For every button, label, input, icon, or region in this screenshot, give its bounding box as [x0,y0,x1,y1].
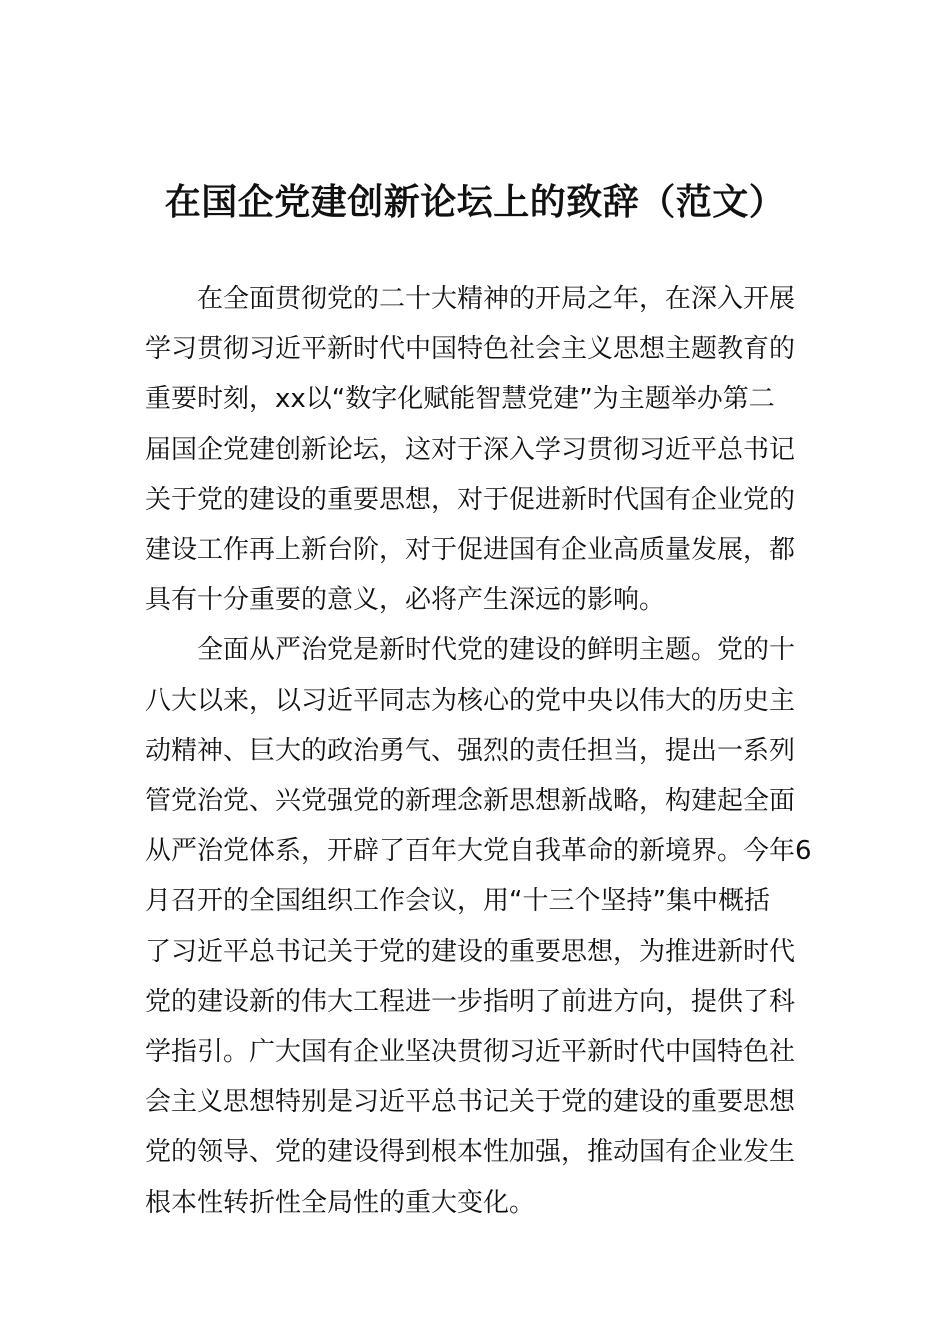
paragraph-line: 届国企党建创新论坛，这对于深入学习贯彻习近平总书记 [145,434,796,465]
paragraph-line: 了习近平总书记关于党的建设的重要思想，为推进新时代 [145,936,796,967]
document-body [145,274,812,1228]
paragraph-line: 从严治党体系，开辟了百年大党自我革命的新境界。今年6 [145,836,812,867]
paragraph-line: 关于党的建设的重要思想，对于促进新时代国有企业党的 [145,484,796,515]
paragraph-line: 全面从严治党是新时代党的建设的鲜明主题。党的十 [197,635,796,666]
paragraph-2 [145,625,812,1227]
paragraph-1 [145,274,807,625]
paragraph-line: 月召开的全国组织工作会议，用“十三个坚持”集中概括 [145,886,770,917]
document-title: 在国企党建创新论坛上的致辞（范文） [164,182,786,223]
paragraph-line: 管党治党、兴党强党的新理念新思想新战略，构建起全面 [145,786,796,817]
paragraph-line: 会主义思想特别是习近平总书记关于党的建设的重要思想 [145,1087,796,1118]
paragraph-line: 具有十分重要的意义，必将产生深远的影响。 [145,585,666,616]
paragraph-line: 重要时刻，xx以“数字化赋能智慧党建”为主题举办第二 [145,384,775,415]
paragraph-line: 学指引。广大国有企业坚决贯彻习近平新时代中国特色社 [145,1037,796,1068]
paragraph-line: 党的建设新的伟大工程进一步指明了前进方向，提供了科 [145,986,796,1017]
paragraph-line: 学习贯彻习近平新时代中国特色社会主义思想主题教育的 [145,334,796,365]
paragraph-line: 八大以来，以习近平同志为核心的党中央以伟大的历史主 [145,685,796,716]
paragraph-line: 在全面贯彻党的二十大精神的开局之年，在深入开展 [197,284,796,314]
paragraph-line: 建设工作再上新台阶，对于促进国有企业高质量发展，都 [145,535,796,566]
paragraph-line: 党的领导、党的建设得到根本性加强，推动国有企业发生 [145,1137,796,1168]
paragraph-line: 动精神、巨大的政治勇气、强烈的责任担当，提出一系列 [145,735,796,766]
paragraph-line: 根本性转折性全局性的重大变化。 [145,1187,536,1218]
